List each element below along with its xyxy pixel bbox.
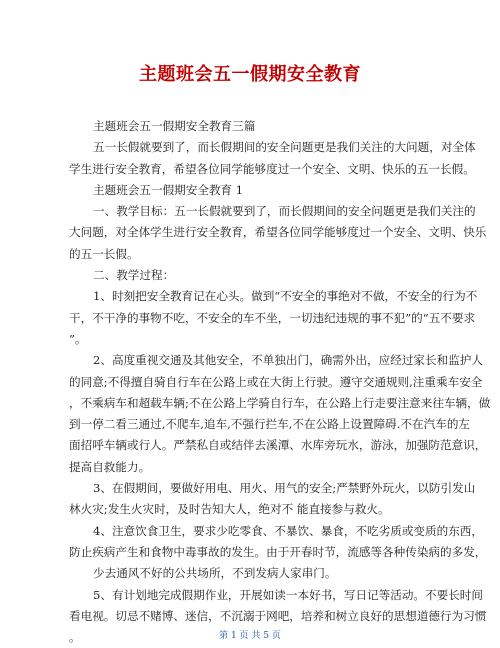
text-line: 五一长假就要到了，而长假期间的安全问题更是我们关注的大问题，对全体 bbox=[93, 140, 476, 155]
text-line: 学生进行安全教育，希望各位同学能够度过一个安全、文明、快乐的五一长假。 bbox=[69, 161, 475, 176]
text-line: 1、时刻把安全教育记在心头。做到“不安全的事绝对不做，不安全的行为不 bbox=[93, 289, 478, 304]
page-title: 主题班会五一假期安全教育 bbox=[139, 64, 361, 85]
text-line: 2、高度重视交通及其他安全，不单独出门，确需外出，应经过家长和监护人 bbox=[93, 353, 483, 368]
text-line: 主题班会五一假期安全教育 1 bbox=[93, 182, 244, 197]
text-line: 一、教学目标：五一长假就要到了，而长假期间的安全问题更是我们关注的 bbox=[93, 204, 476, 219]
text-line: ”。 bbox=[69, 331, 87, 346]
text-line: 。 bbox=[69, 630, 81, 645]
text-line: 大问题，对全体学生进行安全教育，希望各位同学能够度过一个安全、文明、快乐 bbox=[69, 225, 487, 240]
text-line: 防止疾病产生和食物中毒事故的发生。由于开春时节，流感等各种传染病的多发， bbox=[69, 544, 487, 559]
text-line: 主题班会五一假期安全教育三篇 bbox=[93, 119, 256, 133]
text-line: 看电视。切忌不赌博、迷信，不沉溺于网吧，培养和树立良好的思想道德行为习惯 bbox=[69, 608, 487, 623]
text-line: 林火灾;发生火灾时，及时告知大人，绝对不 能直接参与救火。 bbox=[69, 502, 390, 517]
document-body bbox=[69, 116, 491, 648]
text-line: 的同意;不得擅自骑自行车在公路上或在大街上行驶。遵守交通规则,注重乘车安全 bbox=[69, 374, 483, 389]
page-footer: 第 1 页 共 5 页 bbox=[219, 631, 281, 641]
text-line: 少去通风不好的公共场所，不到发病人家串门。 bbox=[93, 566, 337, 581]
text-line: ，不乘病车和超载车辆;不在公路上学骑自行车，在公路上行走要注意来往车辆，做 bbox=[69, 395, 491, 410]
text-line: 提高自救能力。 bbox=[69, 459, 151, 474]
text-line: 到一停二看三通过,不爬车,追车,不强行拦车,不在公路上设置障碍.不在汽车的左 bbox=[69, 417, 471, 432]
text-line: 4、注意饮食卫生，要求少吃零食、不暴饮、暴食，不吃劣质或变质的东西， bbox=[93, 523, 483, 538]
text-line: 二、教学过程： bbox=[93, 268, 175, 283]
text-line: 的五一长假。 bbox=[69, 246, 139, 261]
text-line: 面招呼车辆或行人。严禁私自或结伴去溪潭、水库旁玩水，游泳，加强防范意识， bbox=[69, 438, 487, 453]
text-line: 干，不干净的事物不吃，不安全的车不坐，一切违纪违规的事不犯”的“五不要求 bbox=[69, 310, 476, 325]
text-line: 5、有计划地完成假期作业，开展如读一本好书，写日记等活动。不要长时间 bbox=[93, 587, 483, 602]
text-line: 3、在假期间，要做好用电、用火、用气的安全;严禁野外玩火，以防引发山 bbox=[93, 481, 476, 496]
